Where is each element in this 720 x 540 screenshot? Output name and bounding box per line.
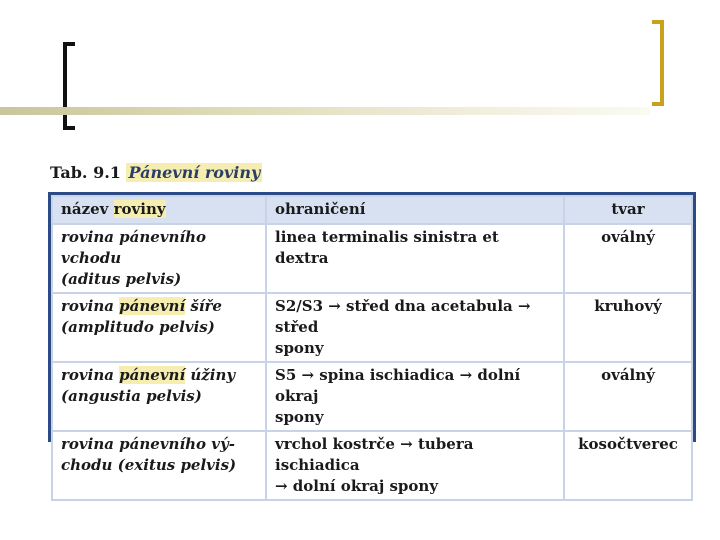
row-border-line1: S2/S3 → střed dna acetabula → střed xyxy=(275,297,531,336)
header-row xyxy=(53,197,691,223)
row-name-line1: rovina pánevní úžiny xyxy=(61,366,236,384)
row-name-line2: chodu (exitus pelvis) xyxy=(61,456,237,474)
row-border-line1: vrchol kostrče → tubera ischiadica xyxy=(275,435,474,474)
row-border-line1: S5 → spina ischiadica → dolní okraj xyxy=(275,366,521,405)
row-name-cell xyxy=(53,225,265,292)
row-border-line1: linea terminalis sinistra et dextra xyxy=(275,228,499,267)
row-name-line2: (amplitudo pelvis) xyxy=(61,318,215,336)
table-row xyxy=(53,294,691,361)
caption-title: Pánevní roviny xyxy=(128,163,261,182)
row-name-cell xyxy=(53,363,265,430)
table-row xyxy=(53,432,691,499)
table-caption xyxy=(50,163,262,182)
row-border-cell xyxy=(267,294,563,361)
table-grid xyxy=(51,195,693,501)
row-name-cell xyxy=(53,294,265,361)
row-border-cell xyxy=(267,432,563,499)
row-name-line1: rovina pánevní šíře xyxy=(61,297,222,315)
table-row xyxy=(53,363,691,430)
table-row xyxy=(53,225,691,292)
row-shape-cell: kruhový xyxy=(565,294,691,361)
left-bracket-decoration xyxy=(63,42,75,130)
row-shape-cell: oválný xyxy=(565,225,691,292)
row-border-line2: spony xyxy=(275,339,324,357)
row-border-cell xyxy=(267,225,563,292)
row-name-line1: rovina pánevního vchodu xyxy=(61,228,207,267)
title-accent-line xyxy=(0,107,650,115)
row-border-line2: spony xyxy=(275,408,324,426)
row-shape-cell: oválný xyxy=(565,363,691,430)
header-name: název roviny xyxy=(53,197,265,223)
pelvic-planes-table xyxy=(48,192,696,495)
row-name-line2: (aditus pelvis) xyxy=(61,270,182,288)
row-border-cell xyxy=(267,363,563,430)
header-shape: tvar xyxy=(565,197,691,223)
row-shape-cell: kosočtverec xyxy=(565,432,691,499)
row-border-line2: → dolní okraj spony xyxy=(275,477,439,495)
caption-label: Tab. 9.1 xyxy=(50,163,121,182)
right-bracket-decoration xyxy=(652,20,664,106)
row-name-line2: (angustia pelvis) xyxy=(61,387,202,405)
header-border: ohraničení xyxy=(267,197,563,223)
row-name-cell xyxy=(53,432,265,499)
row-name-line1: rovina pánevního vý- xyxy=(61,435,235,453)
